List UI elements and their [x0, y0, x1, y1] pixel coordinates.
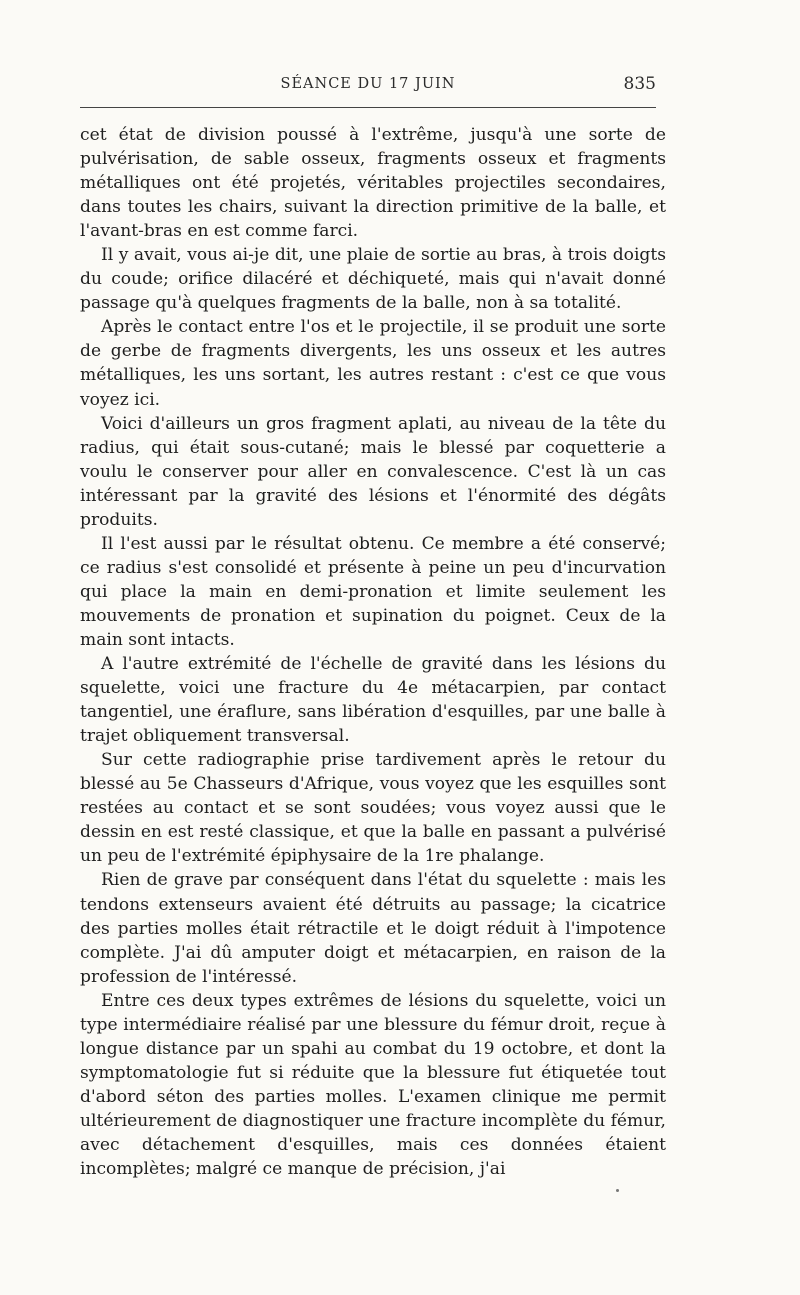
- body-text: [80, 123, 666, 1181]
- print-speck: [616, 1189, 619, 1192]
- page-number: 835: [623, 74, 656, 94]
- paragraph: Il y avait, vous ai-je dit, une plaie de sortie au bras, à trois doigts du coude; orifice dilacéré et déchiqueté, mais qui n'avait donné passage qu'à quelques fragments de la balle, non à sa totalité.: [80, 245, 666, 314]
- paragraph: Après le contact entre l'os et le projectile, il se produit une sorte de gerbe de fragments divergents, les uns osseux et les autres métalliques, les uns sortant, les autres restant : c'est ce que vous voyez ici.: [80, 317, 666, 410]
- paragraph: Il l'est aussi par le résultat obtenu. Ce membre a été conservé; ce radius s'est consolidé et présente à peine un peu d'incurvation qui place la main en demi-pronation et limite seulement les mouvements de pronation et supination du poignet. Ceux de la main sont intacts.: [80, 533, 666, 650]
- paragraph: Entre ces deux types extrêmes de lésions du squelette, voici un type intermédiaire réalisé par une blessure du fémur droit, reçue à longue distance par un spahi au combat du 19 octobre, et dont la symptomatologie fut si réduite que la blessure fut étiquetée tout d'abord séton des parties molles. L'examen clinique me permit ultérieurement de diagnostiquer une fracture incomplète du fémur, avec détachement d'esquilles, mais ces données étaient incomplètes; malgré ce manque de précision, j'ai: [80, 990, 666, 1180]
- paragraph: Sur cette radiographie prise tardivement après le retour du blessé au 5e Chasseurs d'Afrique, vous voyez que les esquilles sont restées au contact et se sont soudées; vous voyez aussi que le dessin en est resté classique, et que la balle en passant a pulvérisé un peu de l'extrémité épiphysaire de la 1re phalange.: [80, 750, 666, 867]
- header-rule: [80, 107, 656, 108]
- paragraph: Voici d'ailleurs un gros fragment aplati, au niveau de la tête du radius, qui était sous-cutané; mais le blessé par coquetterie a voulu le conserver pour aller en convalescence. C'est là un cas intéressant par la gravité des lésions et l'énormité des dégâts produits.: [80, 413, 666, 530]
- paragraph: A l'autre extrémité de l'échelle de gravité dans les lésions du squelette, voici une fracture du 4e métacarpien, par contact tangentiel, une éraflure, sans libération d'esquilles, par une balle à trajet obliquement transversal.: [80, 654, 666, 747]
- paragraph-continuation: cet état de division poussé à l'extrême, jusqu'à une sorte de pulvérisation, de sable osseux, fragments osseux et fragments métalliques ont été projetés, véritables projectiles secondaires, dans toutes les chairs, suivant la direction primitive de la balle, et l'avant-bras en est comme farci.: [80, 125, 666, 242]
- running-title: SÉANCE DU 17 JUIN: [280, 76, 456, 92]
- page-header: [80, 74, 656, 98]
- paragraph: Rien de grave par conséquent dans l'état du squelette : mais les tendons extenseurs avaient été détruits au passage; la cicatrice des parties molles était rétractile et le doigt réduit à l'impotence complète. J'ai dû amputer doigt et métacarpien, en raison de la profession de l'intéressé.: [80, 870, 666, 987]
